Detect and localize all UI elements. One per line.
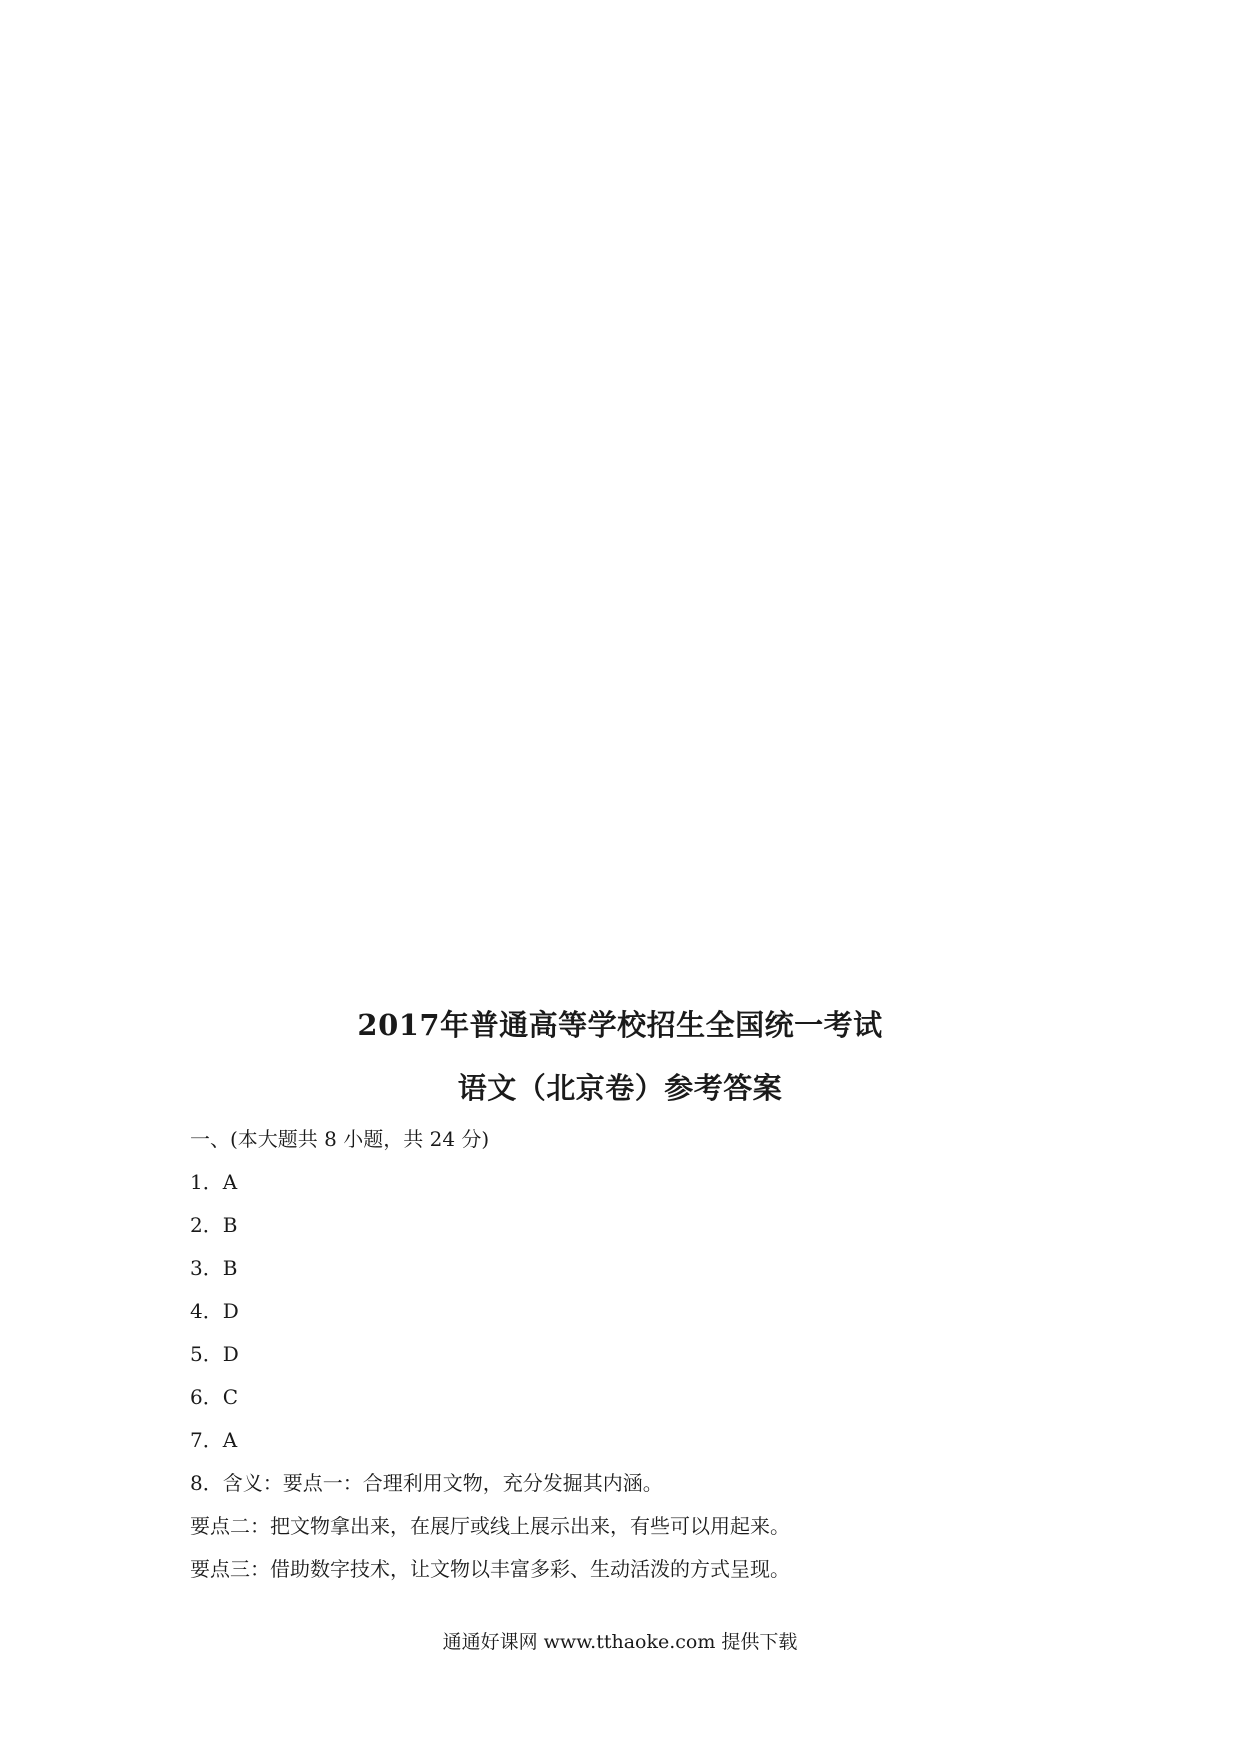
answer-line: 7．A: [190, 1428, 238, 1452]
answer-line: 要点三：借助数字技术，让文物以丰富多彩、生动活泼的方式呈现。: [190, 1557, 790, 1581]
answer-list: [190, 1118, 790, 1591]
answer-line: 2．B: [190, 1213, 238, 1237]
answer-line: 1．A: [190, 1170, 238, 1194]
document-subtitle: 语文（北京卷）参考答案: [457, 1071, 783, 1105]
answer-line: 8．含义：要点一：合理利用文物，充分发掘其内涵。: [190, 1471, 663, 1495]
answer-line: 3．B: [190, 1256, 238, 1280]
document-title: 2017年普通高等学校招生全国统一考试: [357, 1008, 883, 1042]
answer-line: 4．D: [190, 1299, 239, 1323]
answer-line: 6．C: [190, 1385, 239, 1409]
answer-line: 5．D: [190, 1342, 239, 1366]
section-heading: 一、(本大题共 8 小题，共 24 分): [190, 1127, 490, 1151]
answer-line: 要点二：把文物拿出来，在展厅或线上展示出来，有些可以用起来。: [190, 1514, 790, 1538]
page-footer: 通通好课网 www.tthaoke.com 提供下载: [442, 1631, 798, 1653]
